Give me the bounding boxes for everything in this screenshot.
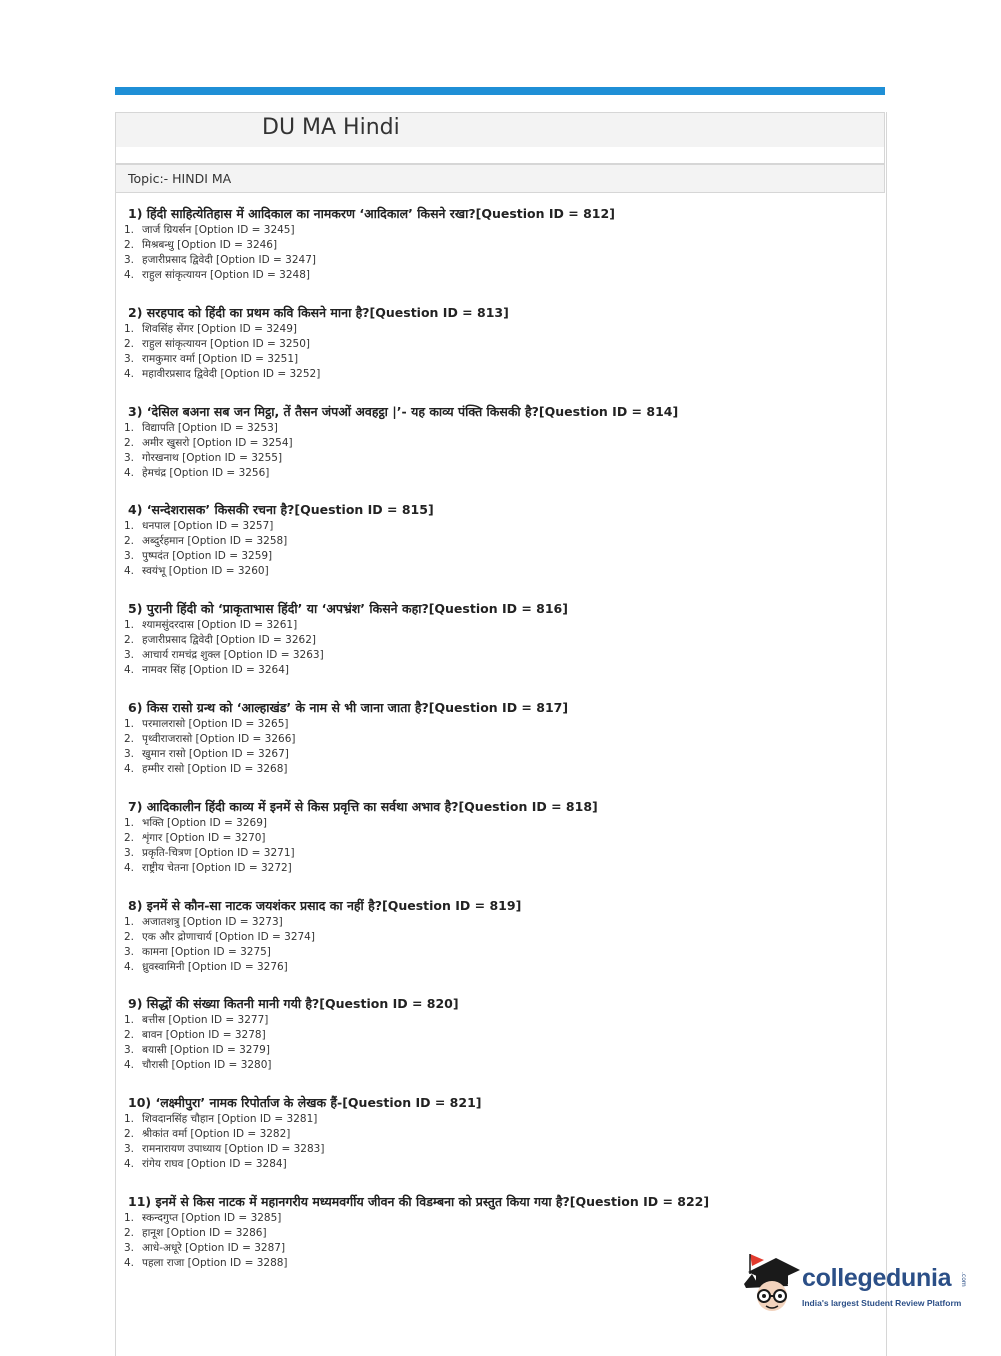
option-item bbox=[124, 534, 864, 549]
option-item bbox=[124, 1058, 864, 1073]
option-number: 1. bbox=[124, 619, 135, 632]
option-text: खुमान रासो [Option ID = 3267] bbox=[142, 747, 289, 760]
option-text: हम्मीर रासो [Option ID = 3268] bbox=[142, 762, 288, 775]
option-number: 4. bbox=[124, 1059, 135, 1072]
option-text: भक्ति [Option ID = 3269] bbox=[142, 816, 268, 829]
top-accent-bar bbox=[115, 87, 885, 95]
option-number: 4. bbox=[124, 1256, 135, 1269]
option-number: 3. bbox=[124, 451, 135, 464]
option-text: श्यामसुंदरदास [Option ID = 3261] bbox=[142, 619, 298, 632]
option-text: राहुल सांकृत्यायन [Option ID = 3248] bbox=[142, 269, 310, 281]
option-number: 3. bbox=[124, 649, 135, 662]
option-item bbox=[124, 564, 864, 579]
option-text: शिवसिंह सेंगर [Option ID = 3249] bbox=[142, 322, 298, 335]
option-text: श्रीकांत वर्मा [Option ID = 3282] bbox=[142, 1128, 291, 1141]
option-number: 2. bbox=[124, 337, 135, 350]
option-text: बयासी [Option ID = 3279] bbox=[142, 1044, 270, 1057]
title-box bbox=[115, 112, 885, 148]
option-list bbox=[124, 421, 864, 481]
title-spacer bbox=[115, 147, 885, 164]
option-number: 3. bbox=[124, 254, 135, 266]
option-item bbox=[124, 322, 864, 337]
option-text: राष्ट्रीय चेतना [Option ID = 3272] bbox=[142, 861, 292, 874]
option-text: हजारीप्रसाद द्विवेदी [Option ID = 3262] bbox=[142, 634, 316, 647]
option-number: 3. bbox=[124, 352, 135, 365]
option-item bbox=[124, 1043, 864, 1058]
option-number: 4. bbox=[124, 269, 135, 281]
option-item bbox=[124, 1142, 864, 1157]
option-text: अजातशत्रु [Option ID = 3273] bbox=[142, 915, 283, 928]
option-number: 2. bbox=[124, 732, 135, 745]
option-list bbox=[124, 717, 864, 777]
option-text: रामकुमार वर्मा [Option ID = 3251] bbox=[142, 352, 299, 365]
option-item bbox=[124, 945, 864, 960]
option-item bbox=[124, 238, 864, 253]
topic-box bbox=[115, 164, 885, 193]
question-block bbox=[124, 600, 864, 699]
option-item bbox=[124, 549, 864, 564]
option-text: स्कन्दगुप्त [Option ID = 3285] bbox=[142, 1211, 282, 1224]
option-text: बावन [Option ID = 3278] bbox=[142, 1029, 266, 1042]
option-text: स्वयंभू [Option ID = 3260] bbox=[142, 565, 269, 578]
question-text: 10) ‘लक्ष्मीपुरा’ नामक रिपोर्ताज के लेखक हैं-[Question ID = 821] bbox=[128, 1095, 482, 1111]
option-item bbox=[124, 253, 864, 268]
question-text: 8) इनमें से कौन-सा नाटक जयशंकर प्रसाद का नहीं है?[Question ID = 819] bbox=[128, 897, 522, 913]
option-item bbox=[124, 1226, 864, 1241]
option-number: 1. bbox=[124, 421, 135, 434]
option-item bbox=[124, 846, 864, 861]
option-number: 4. bbox=[124, 664, 135, 677]
option-number: 1. bbox=[124, 1211, 135, 1224]
option-text: आचार्य रामचंद्र शुक्ल [Option ID = 3263] bbox=[142, 649, 324, 662]
question-text: 4) ‘सन्देशरासक’ किसकी रचना है?[Question ID = 815] bbox=[128, 502, 434, 518]
question-text: 11) इनमें से किस नाटक में महानगरीय मध्यमवर्गीय जीवन की विडम्बना को प्रस्तुत किया गया है?[Question ID = 822] bbox=[128, 1193, 710, 1209]
option-text: अमीर खुसरो [Option ID = 3254] bbox=[142, 436, 293, 449]
option-item bbox=[124, 747, 864, 762]
collegedunia-logo bbox=[742, 1250, 972, 1320]
option-item bbox=[124, 915, 864, 930]
option-item bbox=[124, 1112, 864, 1127]
option-text: जार्ज ग्रियर्सन [Option ID = 3245] bbox=[142, 224, 295, 236]
option-number: 1. bbox=[124, 322, 135, 335]
option-number: 4. bbox=[124, 565, 135, 578]
option-item bbox=[124, 1211, 864, 1226]
question-block bbox=[124, 304, 864, 403]
option-number: 2. bbox=[124, 831, 135, 844]
question-block bbox=[124, 798, 864, 897]
option-list bbox=[124, 519, 864, 579]
option-text: आधे-अधूरे [Option ID = 3287] bbox=[142, 1241, 286, 1254]
option-number: 3. bbox=[124, 1044, 135, 1057]
question-block bbox=[124, 1094, 864, 1193]
option-number: 2. bbox=[124, 1226, 135, 1239]
option-item bbox=[124, 648, 864, 663]
option-item bbox=[124, 451, 864, 466]
option-item bbox=[124, 732, 864, 747]
question-block bbox=[124, 995, 864, 1094]
option-number: 4. bbox=[124, 1158, 135, 1171]
option-text: कामना [Option ID = 3275] bbox=[142, 945, 271, 958]
question-text: 9) सिद्धों की संख्या कितनी मानी गयी है?[Question ID = 820] bbox=[128, 996, 459, 1012]
option-number: 1. bbox=[124, 224, 135, 236]
question-block bbox=[124, 205, 864, 304]
option-text: रामनारायण उपाध्याय [Option ID = 3283] bbox=[142, 1143, 325, 1156]
question-text: 6) किस रासो ग्रन्थ को ‘आल्हाखंड’ के नाम से भी जाना जाता है?[Question ID = 817] bbox=[128, 699, 569, 715]
option-number: 3. bbox=[124, 550, 135, 563]
option-item bbox=[124, 1127, 864, 1142]
question-text: 7) आदिकालीन हिंदी काव्य में इनमें से किस प्रवृत्ति का सर्वथा अभाव है?[Question ID = 818] bbox=[128, 798, 598, 814]
option-item bbox=[124, 1028, 864, 1043]
question-text: 3) ‘देसिल बअना सब जन मिट्ठा, तें तैसन जंपओं अवहट्ठा |’- यह काव्य पंक्ति किसकी है?[Question ID = 814] bbox=[128, 403, 679, 419]
option-text: हजारीप्रसाद द्विवेदी [Option ID = 3247] bbox=[142, 254, 316, 266]
option-text: पहला राजा [Option ID = 3288] bbox=[142, 1256, 288, 1269]
option-number: 1. bbox=[124, 816, 135, 829]
question-block bbox=[124, 699, 864, 798]
option-text: नामवर सिंह [Option ID = 3264] bbox=[142, 664, 289, 677]
option-text: गोरखनाथ [Option ID = 3255] bbox=[142, 451, 283, 464]
option-number: 4. bbox=[124, 367, 135, 380]
question-text: 2) सरहपाद को हिंदी का प्रथम कवि किसने माना है?[Question ID = 813] bbox=[128, 304, 509, 320]
option-number: 3. bbox=[124, 1143, 135, 1156]
option-item bbox=[124, 519, 864, 534]
option-text: परमालरासो [Option ID = 3265] bbox=[142, 717, 289, 730]
option-text: पृथ्वीराजरासो [Option ID = 3266] bbox=[142, 732, 296, 745]
option-text: धनपाल [Option ID = 3257] bbox=[142, 520, 274, 533]
option-text: पुष्पदंत [Option ID = 3259] bbox=[142, 550, 273, 563]
option-list bbox=[124, 1013, 864, 1073]
option-item bbox=[124, 436, 864, 451]
question-block bbox=[124, 897, 864, 996]
option-list bbox=[124, 322, 864, 382]
question-list bbox=[124, 205, 864, 1292]
option-item bbox=[124, 816, 864, 831]
option-item bbox=[124, 618, 864, 633]
option-number: 2. bbox=[124, 436, 135, 449]
brand-tagline: India's largest Student Review Platform bbox=[802, 1298, 962, 1308]
option-text: चौरासी [Option ID = 3280] bbox=[142, 1059, 272, 1072]
option-list bbox=[124, 618, 864, 678]
option-item bbox=[124, 1157, 864, 1172]
option-text: प्रकृति-चित्रण [Option ID = 3271] bbox=[142, 846, 295, 859]
brand-domain: .com bbox=[960, 1272, 967, 1287]
option-number: 1. bbox=[124, 520, 135, 533]
option-number: 4. bbox=[124, 466, 135, 479]
option-text: राहुल सांकृत्यायन [Option ID = 3250] bbox=[142, 337, 310, 350]
option-list bbox=[124, 1112, 864, 1172]
option-item bbox=[124, 466, 864, 481]
option-text: विद्यापति [Option ID = 3253] bbox=[142, 421, 278, 434]
option-text: शिवदानसिंह चौहान [Option ID = 3281] bbox=[142, 1113, 318, 1126]
option-number: 4. bbox=[124, 762, 135, 775]
option-item bbox=[124, 831, 864, 846]
option-number: 2. bbox=[124, 535, 135, 548]
option-text: एक और द्रोणाचार्य [Option ID = 3274] bbox=[142, 930, 315, 943]
option-item bbox=[124, 223, 864, 238]
option-number: 2. bbox=[124, 930, 135, 943]
option-number: 3. bbox=[124, 846, 135, 859]
option-item bbox=[124, 960, 864, 975]
option-number: 2. bbox=[124, 1128, 135, 1141]
option-item bbox=[124, 367, 864, 382]
graduate-mascot-icon bbox=[742, 1250, 802, 1314]
option-list bbox=[124, 915, 864, 975]
option-number: 1. bbox=[124, 915, 135, 928]
question-text: 1) हिंदी साहित्येतिहास में आदिकाल का नामकरण ‘आदिकाल’ किसने रखा?[Question ID = 812] bbox=[128, 206, 615, 221]
option-text: मिश्रबन्धु [Option ID = 3246] bbox=[142, 239, 278, 251]
option-number: 4. bbox=[124, 960, 135, 973]
option-text: रांगेय राघव [Option ID = 3284] bbox=[142, 1158, 287, 1171]
option-text: हानूश [Option ID = 3286] bbox=[142, 1226, 267, 1239]
option-list bbox=[124, 223, 864, 283]
option-number: 1. bbox=[124, 1014, 135, 1027]
option-list bbox=[124, 816, 864, 876]
option-item bbox=[124, 861, 864, 876]
option-item bbox=[124, 717, 864, 732]
topic-label: Topic:- HINDI MA bbox=[128, 171, 232, 186]
question-block bbox=[124, 501, 864, 600]
option-item bbox=[124, 421, 864, 436]
question-text: 5) पुरानी हिंदी को ‘प्राकृताभास हिंदी’ या ‘अपभ्रंश’ किसने कहा?[Question ID = 816] bbox=[128, 601, 568, 617]
option-number: 1. bbox=[124, 717, 135, 730]
option-item bbox=[124, 930, 864, 945]
option-item bbox=[124, 762, 864, 777]
option-text: शृंगार [Option ID = 3270] bbox=[142, 831, 266, 844]
option-text: ध्रुवस्वामिनी [Option ID = 3276] bbox=[142, 960, 288, 973]
option-number: 2. bbox=[124, 634, 135, 647]
option-number: 1. bbox=[124, 1113, 135, 1126]
option-number: 3. bbox=[124, 945, 135, 958]
brand-name: collegedunia bbox=[802, 1264, 952, 1292]
option-text: बत्तीस [Option ID = 3277] bbox=[142, 1014, 269, 1027]
option-text: अब्दुर्रहमान [Option ID = 3258] bbox=[142, 535, 288, 548]
option-number: 3. bbox=[124, 747, 135, 760]
option-item bbox=[124, 1013, 864, 1028]
option-item bbox=[124, 337, 864, 352]
option-number: 2. bbox=[124, 239, 135, 251]
option-number: 4. bbox=[124, 861, 135, 874]
option-item bbox=[124, 633, 864, 648]
option-number: 2. bbox=[124, 1029, 135, 1042]
page-title: DU MA Hindi bbox=[262, 115, 400, 140]
option-item bbox=[124, 663, 864, 678]
option-item bbox=[124, 352, 864, 367]
option-text: महावीरप्रसाद द्विवेदी [Option ID = 3252] bbox=[142, 367, 321, 380]
option-item bbox=[124, 268, 864, 283]
question-block bbox=[124, 403, 864, 502]
option-text: हेमचंद्र [Option ID = 3256] bbox=[142, 466, 270, 479]
option-number: 3. bbox=[124, 1241, 135, 1254]
